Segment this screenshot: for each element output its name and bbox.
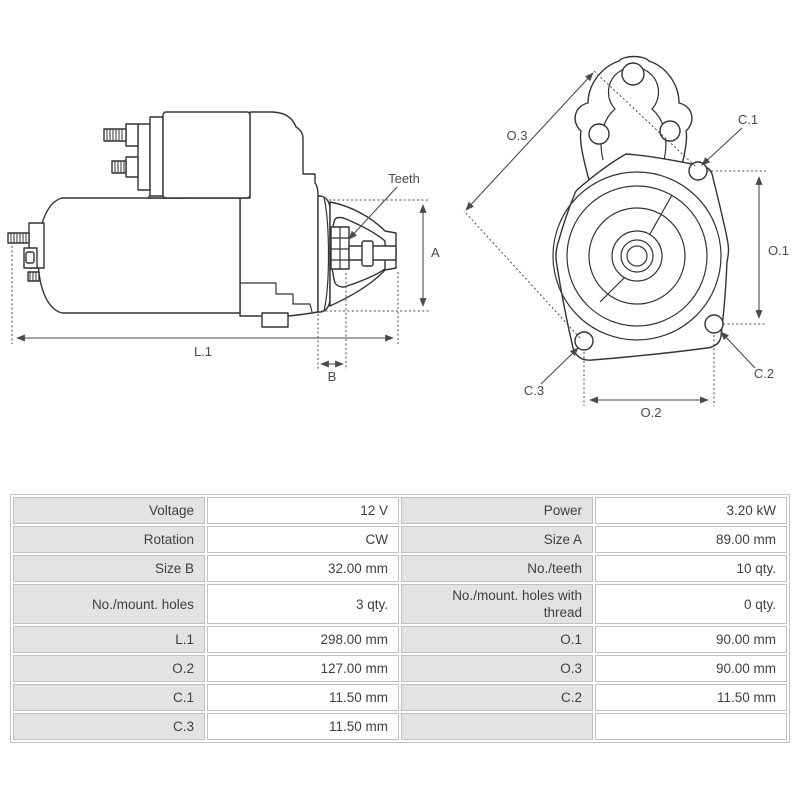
spec-label-o1: O.1 xyxy=(401,626,593,653)
arch-top-hole xyxy=(622,63,644,85)
dim-label-o1: O.1 xyxy=(768,243,789,258)
solenoid-terminal-nut xyxy=(126,124,138,146)
front-view-diagram xyxy=(464,57,789,421)
dim-label-l1: L.1 xyxy=(193,344,213,359)
mount-hole-c2 xyxy=(705,315,723,333)
spec-label-empty xyxy=(401,713,593,740)
table-row-voltage-power xyxy=(13,497,787,524)
dim-label-o2: O.2 xyxy=(640,405,662,420)
spec-label-teeth: No./teeth xyxy=(401,555,593,582)
mount-hole-c3 xyxy=(575,332,593,350)
dim-label-c3: C.3 xyxy=(523,383,545,398)
dim-label-a: A xyxy=(431,245,440,260)
spec-label-c2: C.2 xyxy=(401,684,593,711)
callout-c3 xyxy=(524,348,578,398)
spec-label-c1: C.1 xyxy=(13,684,205,711)
spec-label-rotation: Rotation xyxy=(13,526,205,553)
dim-label-o3: O.3 xyxy=(506,128,528,143)
spec-value-c3: 11.50 mm xyxy=(207,713,399,740)
spec-label-power: Power xyxy=(401,497,593,524)
solenoid-terminal-nut2 xyxy=(126,157,138,177)
rear-terminal xyxy=(8,223,44,281)
callout-c2 xyxy=(721,332,774,381)
arch-left-hole xyxy=(589,124,609,144)
spec-label-mount-holes-thread: No./mount. holes with thread xyxy=(401,584,593,624)
spec-value-o2: 127.00 mm xyxy=(207,655,399,682)
spec-value-mount-holes: 3 qty. xyxy=(207,584,399,624)
spec-label-l1: L.1 xyxy=(13,626,205,653)
dim-label-b: B xyxy=(327,369,337,384)
spec-table-container xyxy=(10,494,790,743)
drive-end-housing xyxy=(318,196,396,312)
spec-label-mount-holes: No./mount. holes xyxy=(13,584,205,624)
spec-label-size-a: Size A xyxy=(401,526,593,553)
mounting-plate xyxy=(553,154,729,360)
pinion-gear xyxy=(331,227,349,269)
spec-label-c3: C.3 xyxy=(13,713,205,740)
mount-hole-c1 xyxy=(689,162,707,180)
arch-right-hole xyxy=(660,121,680,141)
spec-value-size-b: 32.00 mm xyxy=(207,555,399,582)
side-view-diagram xyxy=(8,112,440,384)
teeth-label: Teeth xyxy=(388,171,420,186)
spec-value-c2: 11.50 mm xyxy=(595,684,787,711)
spec-value-empty xyxy=(595,713,787,740)
spec-value-o3: 90.00 mm xyxy=(595,655,787,682)
spec-value-teeth: 10 qty. xyxy=(595,555,787,582)
spec-label-o3: O.3 xyxy=(401,655,593,682)
spec-value-o1: 90.00 mm xyxy=(595,626,787,653)
spec-label-o2: O.2 xyxy=(13,655,205,682)
spec-label-voltage: Voltage xyxy=(13,497,205,524)
dim-label-c1: C.1 xyxy=(737,112,759,127)
spec-value-size-a: 89.00 mm xyxy=(595,526,787,553)
spec-value-rotation: CW xyxy=(207,526,399,553)
shaft-retainer xyxy=(362,241,373,266)
spec-value-voltage: 12 V xyxy=(207,497,399,524)
spec-value-power: 3.20 kW xyxy=(595,497,787,524)
table-row-c3 xyxy=(13,713,787,740)
table-row-mount-holes xyxy=(13,584,787,624)
spec-table xyxy=(10,494,790,743)
dim-label-c2: C.2 xyxy=(753,366,775,381)
table-row-o2-o3 xyxy=(13,655,787,682)
table-row-rotation-sizea xyxy=(13,526,787,553)
table-row-l1-o1 xyxy=(13,626,787,653)
spec-label-size-b: Size B xyxy=(13,555,205,582)
spec-value-l1: 298.00 mm xyxy=(207,626,399,653)
solenoid xyxy=(104,112,250,198)
table-row-sizeb-teeth xyxy=(13,555,787,582)
mount-foot xyxy=(262,313,288,327)
yoke-casting xyxy=(240,112,318,316)
table-row-c1-c2 xyxy=(13,684,787,711)
spec-value-c1: 11.50 mm xyxy=(207,684,399,711)
callout-c1 xyxy=(702,112,758,165)
spec-value-mount-holes-thread: 0 qty. xyxy=(595,584,787,624)
